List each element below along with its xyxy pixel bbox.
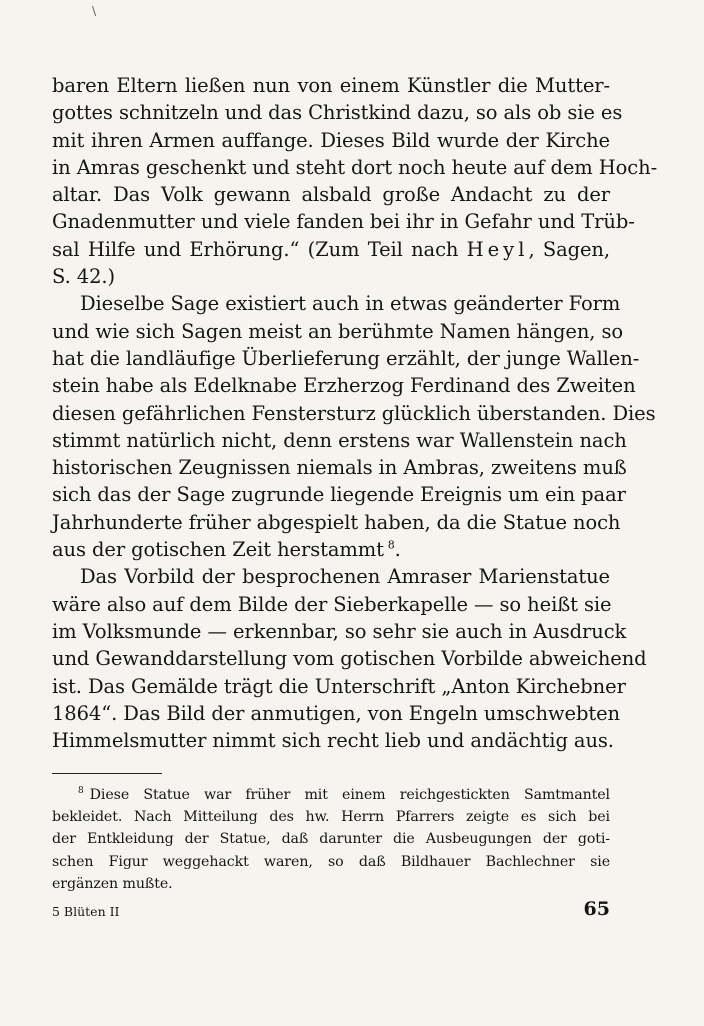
footnote-separator [52,773,162,774]
text-line-content: S. 42.) [52,265,115,289]
page-number: 65 [583,898,610,920]
text-line [52,345,640,372]
footnote-line [52,828,610,850]
text-line-content: in Amras geschenkt und steht dort noch heute auf dem Hoch- [52,155,658,179]
text-line [52,263,610,290]
author-name: Heyl [466,237,529,261]
text-line [52,673,626,700]
text-line-content: aus der gotischen Zeit herstammt [52,538,384,562]
text-line-content: Gnadenmutter und viele fanden bei ihr in Gefahr und Trüb- [52,210,635,234]
text-line [52,536,610,563]
footnote-line [52,873,610,895]
text-line [52,727,614,754]
footnote-line [52,851,610,873]
corner-mark: \ [92,4,97,18]
footnote-reference: 8 [387,538,395,552]
text-line-content: gottes schnitzeln und das Christkind dazu, so als ob sie es [52,101,623,125]
text-line-content: ist. Das Gemälde trägt die Unterschrift „Anton Kirchebner [52,674,626,698]
text-line [52,154,658,181]
text-line [52,563,610,590]
text-line-content: hat die landläufige Überlieferung erzählt, der junge Wallen- [52,346,640,370]
text-line [52,591,610,618]
footnote-line-content: Diese Statue war früher mit einem reichgestickten Samtmantel [89,787,610,803]
footnote-line-content: schen Figur weggehackt waren, so daß Bildhauer Bachlechner sie [52,853,610,870]
text-line-content: sal Hilfe und Erhörung.“ (Zum Teil nach [52,237,459,261]
text-line [52,700,620,727]
text-line [52,372,636,399]
footnote-line-content: der Entkleidung der Statue, daß darunter die Ausbeugungen der goti- [52,831,610,848]
body-text [52,72,658,754]
text-line-content: im Volksmunde — erkennbar, so sehr sie auch in Ausdruck [52,619,627,643]
footnote-line [52,784,610,806]
text-line-content: 1864“. Das Bild der anmutigen, von Engeln umschwebten [52,701,620,725]
text-line [52,618,627,645]
text-line-content: historischen Zeugnissen niemals in Ambras, zweitens muß [52,456,627,480]
text-line [52,645,647,672]
text-line [52,481,626,508]
text-line [52,181,610,208]
text-line-content: diesen gefährlichen Fenstersturz glücklich überstanden. Dies [52,401,656,425]
text-line-content: baren Eltern ließen nun von einem Künstler die Mutter- [52,74,610,97]
text-line [52,99,623,126]
text-line [52,208,635,235]
text-line-tail: , Sagen, [528,237,610,261]
text-line [52,400,656,427]
text-line [52,509,621,536]
text-line-content: sich das der Sage zugrunde liegende Ereignis um ein paar [52,483,626,507]
footnote-block [52,784,610,895]
text-line-content: stimmt natürlich nicht, denn erstens war Wallenstein nach [52,428,627,452]
footnote-line-content: ergänzen mußte. [52,875,173,892]
text-line-content: und wie sich Sagen meist an berühmte Namen hängen, so [52,319,624,343]
text-line-content: Himmelsmutter nimmt sich recht lieb und andächtig aus. [52,729,614,753]
text-line-content: Dieselbe Sage existiert auch in etwas geänderter Form [80,292,621,316]
text-line [52,236,610,263]
text-line [52,127,610,154]
text-line [52,454,627,481]
text-line-content: Das Vorbild der besprochenen Amraser Marienstatue [80,565,610,589]
text-line-content: Jahrhunderte früher abgespielt haben, da die Statue noch [52,510,621,534]
footnote-line [52,806,610,828]
text-line-content: stein habe als Edelknabe Erzherzog Ferdinand des Zweiten [52,374,636,398]
footnote-marker: 8 [78,786,84,797]
text-line [52,290,621,317]
footnote-line-content: bekleidet. Nach Mitteilung des hw. Herrn Pfarrers zeigte es sich bei [52,809,610,826]
text-line [52,427,627,454]
text-line-content: mit ihren Armen auffange. Dieses Bild wurde der Kirche [52,128,610,152]
text-line-content: wäre also auf dem Bilde der Sieberkapelle — so heißt sie [52,592,612,616]
text-line-tail: . [394,538,401,562]
page-footer [52,898,610,924]
printer-signature: 5 Blüten II [52,904,120,919]
text-line-content: altar. Das Volk gewann alsbald große Andacht zu der [52,183,610,207]
text-line [52,72,610,99]
text-line [52,318,624,345]
text-line-content: und Gewanddarstellung vom gotischen Vorbilde abweichend [52,647,647,671]
